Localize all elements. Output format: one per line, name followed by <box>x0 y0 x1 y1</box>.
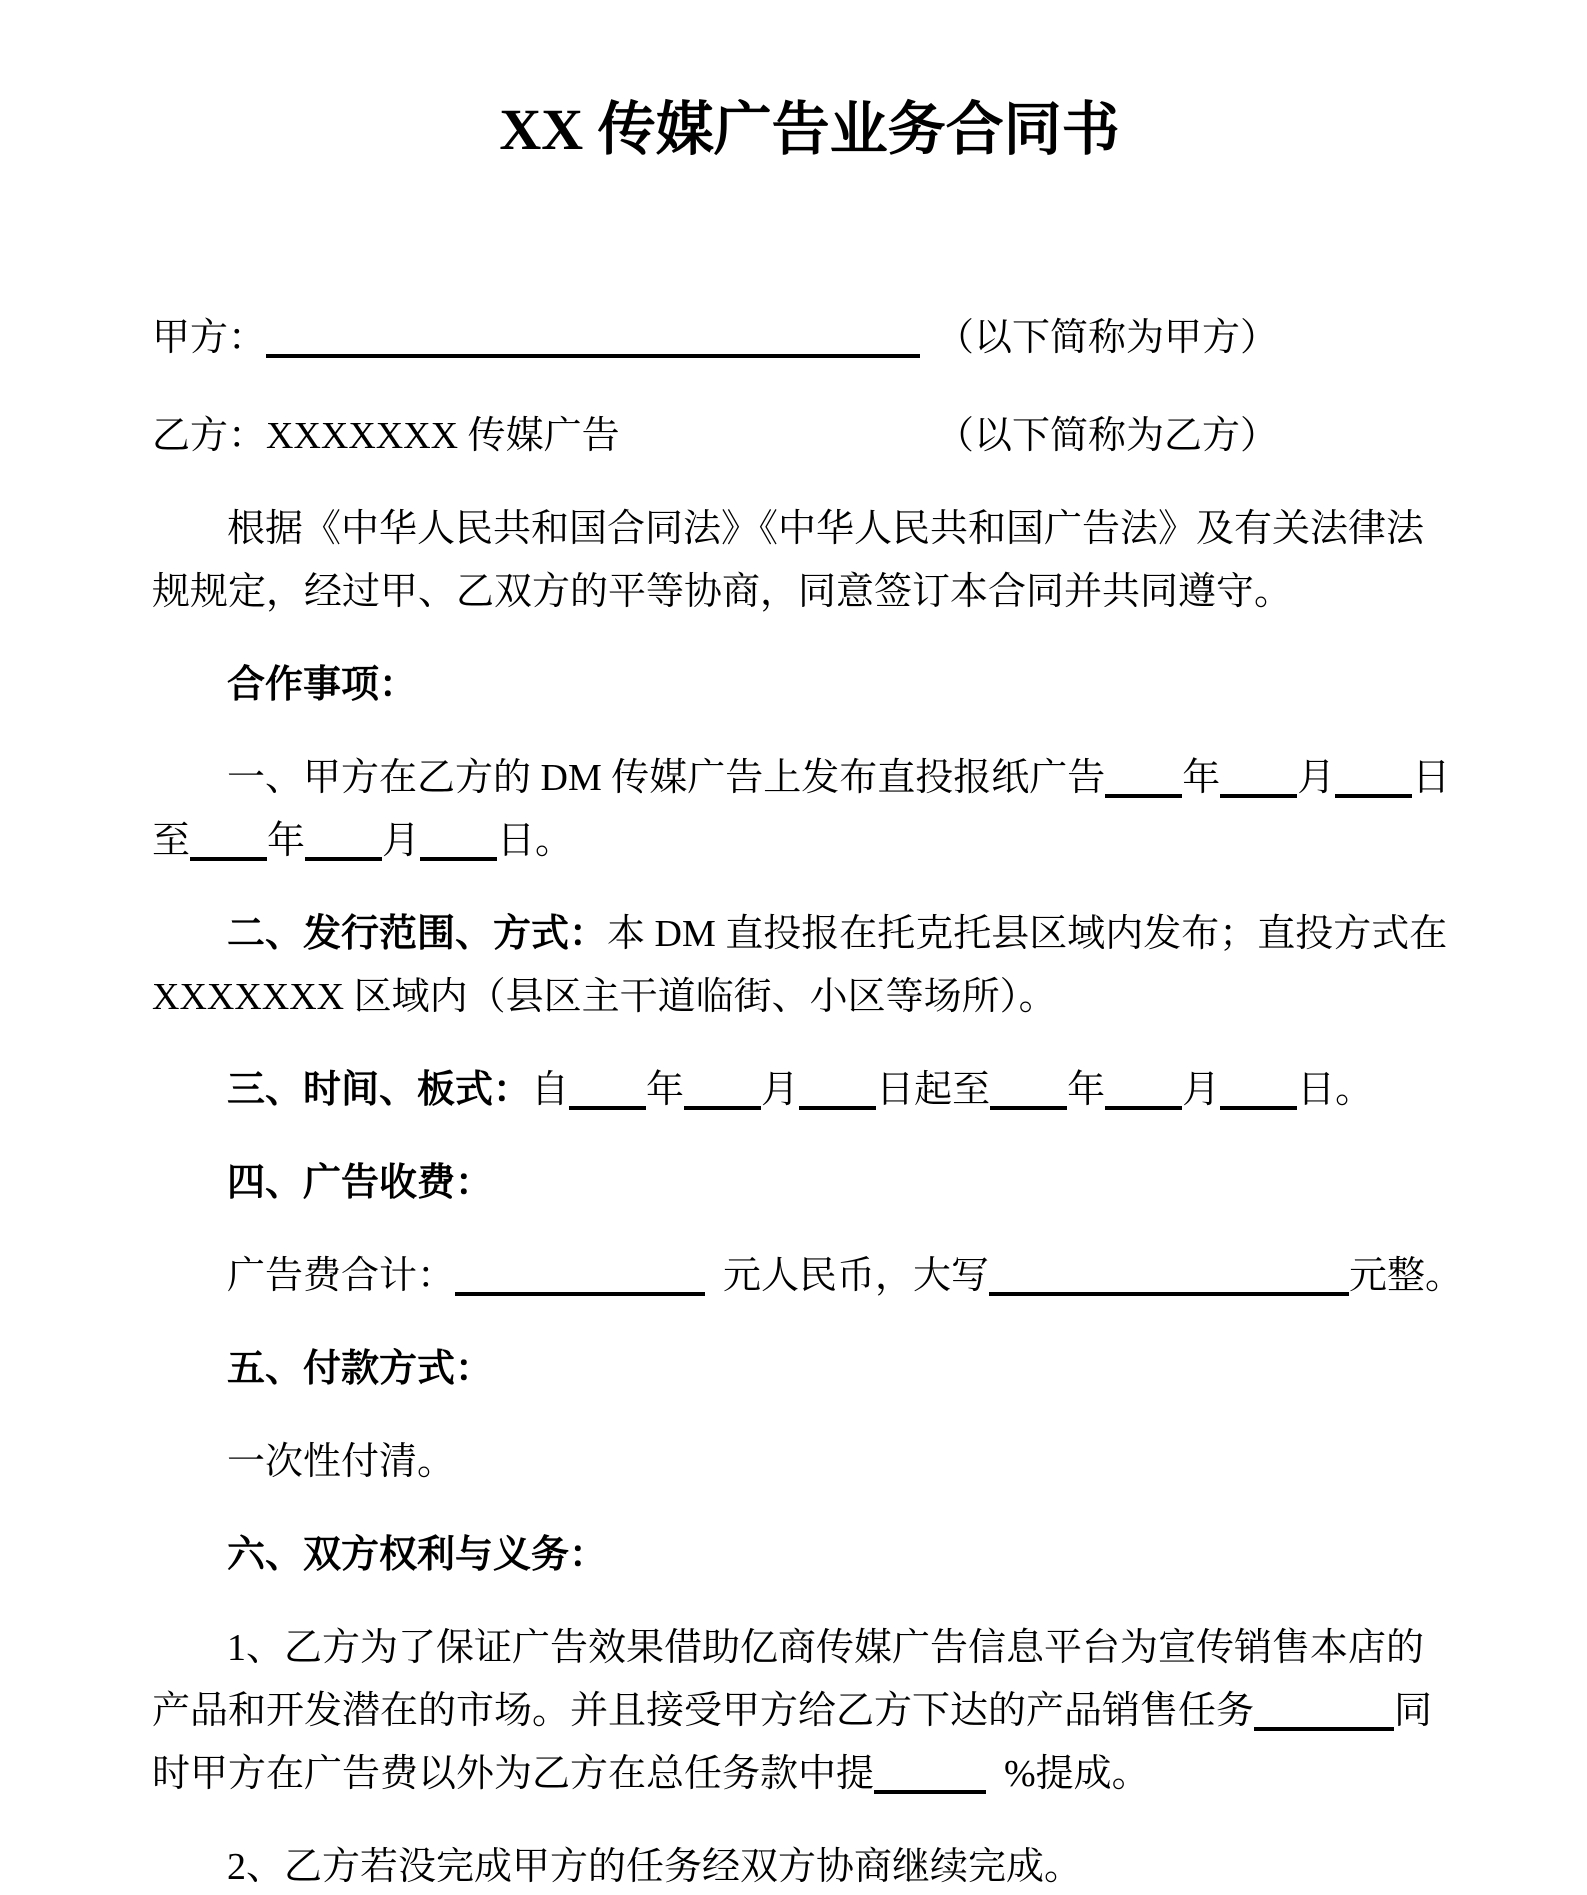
day-blank-line <box>1335 764 1412 798</box>
clause-1-text: 一、甲方在乙方的 DM 传媒广告上发布直投报纸广告 <box>227 757 1106 799</box>
day-label: 日。 <box>497 820 574 862</box>
month-label: 月 <box>382 820 421 862</box>
fee-suffix-text: 元整。 <box>1349 1255 1464 1297</box>
day-blank-line <box>799 1076 876 1110</box>
year-blank-line <box>1105 764 1182 798</box>
clause-1-to-text: 至 <box>152 820 191 862</box>
month-blank-line <box>1105 1076 1182 1110</box>
clause-6-paragraph-1 <box>152 1617 1467 1806</box>
day-label: 日 <box>1412 757 1451 799</box>
fee-label: 广告费合计： <box>227 1255 456 1297</box>
clause-2 <box>152 903 1467 1029</box>
month-blank-line <box>684 1076 761 1110</box>
year-blank-line <box>190 827 267 861</box>
clause-6-paragraph-2: 2、乙方若没完成甲方的任务经双方协商继续完成。 <box>227 1846 1083 1888</box>
cooperation-heading: 合作事项： <box>227 664 418 706</box>
clause-6-line-3-end: %提成。 <box>1004 1753 1150 1795</box>
preamble-line-1: 根据《中华人民共和国合同法》《中华人民共和国广告法》及有关法律法 <box>227 508 1425 550</box>
party-a-alias: （以下简称为甲方） <box>936 317 1279 359</box>
clause-3-from-text: 自 <box>531 1069 570 1111</box>
fee-currency-text: 元人民币，大写 <box>723 1255 990 1297</box>
commission-percent-blank-line <box>874 1760 986 1794</box>
party-b-label: 乙方： <box>152 415 267 457</box>
clause-3 <box>152 1059 1467 1122</box>
month-label: 月 <box>1182 1069 1221 1111</box>
clause-5-body: 一次性付清。 <box>227 1441 456 1483</box>
clause-2-line-2: XXXXXXX 区域内（县区主干道临街、小区等场所）。 <box>152 976 1057 1018</box>
clause-3-label: 三、时间、板式： <box>227 1069 532 1111</box>
contract-title: XX 传媒广告业务合同书 <box>499 97 1120 162</box>
clause-6-line-2-end: 同 <box>1394 1690 1433 1732</box>
day-blank-line <box>420 827 497 861</box>
clause-5-heading: 五、付款方式： <box>227 1348 494 1390</box>
party-a-blank-line <box>266 324 920 358</box>
sales-task-blank-line <box>1254 1697 1394 1731</box>
fee-words-blank-line <box>989 1262 1349 1296</box>
year-label: 年 <box>646 1069 685 1111</box>
party-b-row <box>152 405 1467 468</box>
clause-6-heading: 六、双方权利与义务： <box>227 1534 608 1576</box>
clause-4-heading: 四、广告收费： <box>227 1162 494 1204</box>
party-b-name: XXXXXXX 传媒广告 <box>266 415 620 457</box>
month-blank-line <box>305 827 382 861</box>
month-label: 月 <box>1297 757 1336 799</box>
day-until-label: 日起至 <box>876 1069 991 1111</box>
month-blank-line <box>1220 764 1297 798</box>
year-label: 年 <box>1182 757 1221 799</box>
month-label: 月 <box>761 1069 800 1111</box>
preamble-line-2: 规规定，经过甲、乙双方的平等协商，同意签订本合同并共同遵守。 <box>152 571 1293 613</box>
year-label: 年 <box>267 820 306 862</box>
year-label: 年 <box>1067 1069 1106 1111</box>
day-label: 日。 <box>1297 1069 1374 1111</box>
clause-2-label: 二、发行范围、方式： <box>227 913 608 955</box>
clause-6-line-2: 产品和开发潜在的市场。并且接受甲方给乙方下达的产品销售任务 <box>152 1690 1255 1732</box>
party-b-alias: （以下简称为乙方） <box>936 415 1279 457</box>
preamble-paragraph <box>152 498 1467 624</box>
clause-6-line-3: 时甲方在广告费以外为乙方在总任务款中提 <box>152 1753 875 1795</box>
clause-6-line-1: 1、乙方为了保证广告效果借助亿商传媒广告信息平台为宣传销售本店的 <box>227 1627 1425 1669</box>
day-blank-line <box>1220 1076 1297 1110</box>
clause-2-line-1: 本 DM 直投报在托克托县区域内发布；直投方式在 <box>607 913 1448 955</box>
fee-amount-blank-line <box>455 1262 705 1296</box>
fee-line <box>152 1245 1467 1308</box>
year-blank-line <box>569 1076 646 1110</box>
clause-1 <box>152 747 1467 873</box>
party-a-row <box>152 307 1467 370</box>
year-blank-line <box>990 1076 1067 1110</box>
party-a-label: 甲方： <box>152 317 267 359</box>
